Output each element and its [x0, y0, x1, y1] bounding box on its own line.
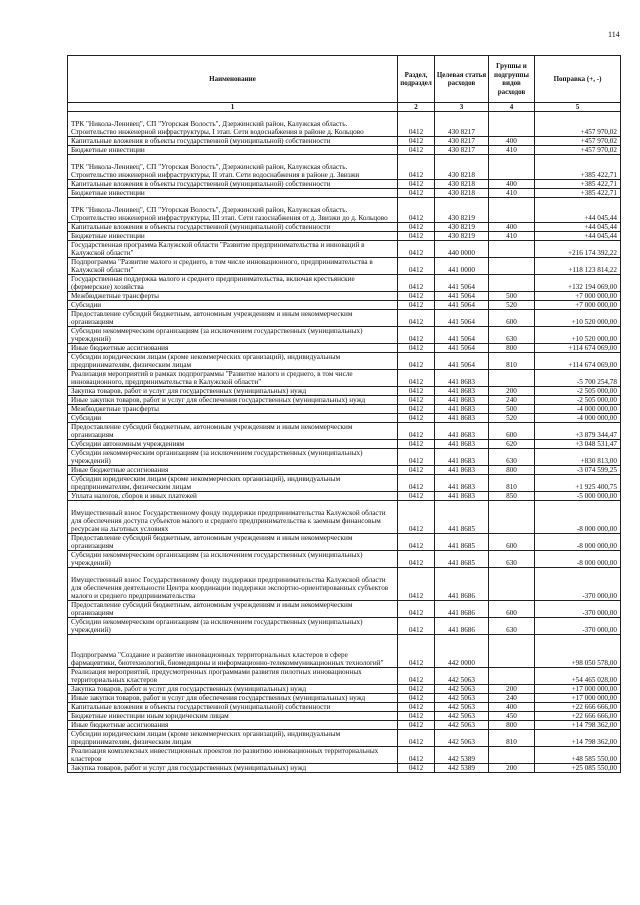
table-body	[68, 112, 621, 773]
row-section: 0412	[398, 414, 435, 423]
row-article: 442 5389	[435, 747, 489, 764]
table-row	[68, 668, 621, 685]
row-article: 441 8683	[435, 405, 489, 414]
table-row	[68, 292, 621, 301]
row-section: 0412	[398, 685, 435, 694]
row-article: 441 5064	[435, 310, 489, 327]
table-row	[68, 501, 621, 534]
row-article: 440 0000	[435, 241, 489, 258]
row-group: 400	[489, 137, 535, 146]
row-name: Капитальные вложения в объекты государственной (муниципальной) собственности	[68, 137, 398, 146]
table-row	[68, 370, 621, 387]
row-name: Подпрограмма "Развитие малого и среднего, в том числе инновационного, предпринимательства в Калужской области"	[68, 258, 398, 275]
table-row	[68, 747, 621, 764]
row-article: 430 8217	[435, 146, 489, 155]
row-section: 0412	[398, 721, 435, 730]
row-article: 442 5063	[435, 730, 489, 747]
row-name: Капитальные вложения в объекты государственной (муниципальной) собственности	[68, 223, 398, 232]
row-name: Реализация комплексных инвестиционных проектов по развитию инновационных территориальных кластеров	[68, 747, 398, 764]
table-row	[68, 440, 621, 449]
row-section: 0412	[398, 501, 435, 534]
row-name: Субсидии некоммерческим организациям (за исключением государственных (муниципальных) учреждений)	[68, 449, 398, 466]
table-row	[68, 414, 621, 423]
row-article: 430 8217	[435, 137, 489, 146]
row-article: 441 8683	[435, 440, 489, 449]
row-group: 410	[489, 232, 535, 241]
table-row	[68, 232, 621, 241]
row-article: 441 8683	[435, 370, 489, 387]
row-section: 0412	[398, 310, 435, 327]
row-group: 400	[489, 223, 535, 232]
row-section: 0412	[398, 694, 435, 703]
row-group: 410	[489, 146, 535, 155]
table-row	[68, 241, 621, 258]
header-article: Целевая статья расходов	[435, 56, 489, 103]
row-article: 441 5064	[435, 327, 489, 344]
table-row	[68, 492, 621, 501]
row-name: ТРК "Никола-Ленивец", СП "Угорская Волость", Дзержинский район, Калужская область. Строительство инженерной инфраструктуры, III этап. Сети газоснабжения от д. Звизжи до д. Кольцово	[68, 198, 398, 223]
row-amount: +114 674 069,00	[535, 353, 621, 370]
col-number: 1	[68, 103, 398, 112]
row-article: 441 8686	[435, 601, 489, 618]
row-section: 0412	[398, 405, 435, 414]
row-name: Предоставление субсидий бюджетным, автономным учреждениям и иным некоммерческим организациям	[68, 534, 398, 551]
row-group: 520	[489, 414, 535, 423]
row-amount: +114 674 069,00	[535, 344, 621, 353]
row-article: 441 5064	[435, 292, 489, 301]
table-row	[68, 275, 621, 292]
table-row	[68, 198, 621, 223]
row-amount: +385 422,71	[535, 180, 621, 189]
row-article: 441 8683	[435, 396, 489, 405]
row-article: 441 5064	[435, 301, 489, 310]
row-name: Закупка товаров, работ и услуг для государственных (муниципальных) нужд	[68, 764, 398, 773]
row-group: 810	[489, 475, 535, 492]
table-row	[68, 764, 621, 773]
row-group: 850	[489, 492, 535, 501]
row-article: 441 8683	[435, 387, 489, 396]
row-amount: +385 422,71	[535, 189, 621, 198]
row-article: 430 8219	[435, 223, 489, 232]
row-amount: +385 422,71	[535, 155, 621, 180]
row-article: 430 8218	[435, 189, 489, 198]
table-row	[68, 310, 621, 327]
row-amount: -8 000 000,00	[535, 501, 621, 534]
row-name: Капитальные вложения в объекты государственной (муниципальной) собственности	[68, 180, 398, 189]
row-section: 0412	[398, 370, 435, 387]
row-name: Реализация мероприятий в рамках подпрограммы "Развитие малого и среднего, в том числе инновационного, предпринимательства в Калужской области"	[68, 370, 398, 387]
row-section: 0412	[398, 764, 435, 773]
row-group: 630	[489, 618, 535, 635]
row-name: Подпрограмма "Создание и развитие инновационных территориальных кластеров в сфере фармацевтики, биотехнологий, биомедицины и информационно-телекоммуникационных технологий"	[68, 635, 398, 668]
table-row	[68, 344, 621, 353]
row-article: 441 8683	[435, 423, 489, 440]
row-article: 441 8683	[435, 475, 489, 492]
row-amount: -370 000,00	[535, 568, 621, 601]
row-section: 0412	[398, 568, 435, 601]
table-row	[68, 730, 621, 747]
row-name: Межбюджетные трансферты	[68, 405, 398, 414]
row-article: 430 8217	[435, 112, 489, 137]
page-number: 114	[608, 30, 620, 39]
row-amount: +3 879 344,47	[535, 423, 621, 440]
row-group	[489, 747, 535, 764]
row-group: 600	[489, 601, 535, 618]
row-name: ТРК "Никола-Ленивец", СП "Угорская Волость", Дзержинский район, Калужская область. Строительство инженерной инфраструктуры, II этап. Сети водоснабжения в районе д. Звизжи	[68, 155, 398, 180]
row-section: 0412	[398, 112, 435, 137]
row-name: Субсидии	[68, 301, 398, 310]
row-section: 0412	[398, 275, 435, 292]
table-row	[68, 466, 621, 475]
row-section: 0412	[398, 466, 435, 475]
row-section: 0412	[398, 387, 435, 396]
row-section: 0412	[398, 396, 435, 405]
row-name: Имущественный взнос Государственному фонду поддержки предпринимательства Калужской области для обеспечения деятельности Центра координации поддержки экспортно-ориентированных субъектов малого и среднего предпринимательства	[68, 568, 398, 601]
row-article: 442 5063	[435, 712, 489, 721]
row-section: 0412	[398, 301, 435, 310]
table-row	[68, 635, 621, 668]
row-section: 0412	[398, 601, 435, 618]
row-group: 630	[489, 551, 535, 568]
row-article: 441 8683	[435, 466, 489, 475]
row-section: 0412	[398, 534, 435, 551]
table-row	[68, 721, 621, 730]
row-group: 200	[489, 387, 535, 396]
row-amount: -370 000,00	[535, 601, 621, 618]
row-group: 810	[489, 730, 535, 747]
row-group: 630	[489, 449, 535, 466]
row-section: 0412	[398, 492, 435, 501]
row-amount: +7 000 000,00	[535, 292, 621, 301]
row-group	[489, 501, 535, 534]
table-row	[68, 551, 621, 568]
row-amount: +457 970,02	[535, 137, 621, 146]
row-section: 0412	[398, 703, 435, 712]
row-amount: +3 048 531,47	[535, 440, 621, 449]
table-row	[68, 601, 621, 618]
row-amount: +44 045,44	[535, 223, 621, 232]
row-group: 600	[489, 310, 535, 327]
table-row	[68, 712, 621, 721]
row-amount: +44 045,44	[535, 198, 621, 223]
row-amount: +10 520 000,00	[535, 327, 621, 344]
table-header-row	[68, 56, 621, 103]
row-name: ТРК "Никола-Ленивец", СП "Угорская Волость", Дзержинский район, Калужская область. Строительство инженерной инфраструктуры, I этап. Сети водоснабжения в районе д. Кольцово	[68, 112, 398, 137]
row-amount: +25 085 550,00	[535, 764, 621, 773]
row-section: 0412	[398, 423, 435, 440]
row-group	[489, 370, 535, 387]
row-amount: +22 666 666,00	[535, 712, 621, 721]
row-group: 620	[489, 440, 535, 449]
row-article: 441 8685	[435, 501, 489, 534]
col-number: 3	[435, 103, 489, 112]
row-section: 0412	[398, 198, 435, 223]
row-section: 0412	[398, 189, 435, 198]
row-amount: -3 074 599,25	[535, 466, 621, 475]
row-section: 0412	[398, 618, 435, 635]
row-group: 800	[489, 344, 535, 353]
row-group: 810	[489, 353, 535, 370]
row-amount: +17 000 000,00	[535, 685, 621, 694]
row-group: 600	[489, 534, 535, 551]
row-group: 450	[489, 712, 535, 721]
table-row	[68, 387, 621, 396]
row-amount: +118 123 814,22	[535, 258, 621, 275]
row-name: Государственная программа Калужской области "Развитие предпринимательства и инноваций в Калужской области"	[68, 241, 398, 258]
table-row	[68, 475, 621, 492]
row-group: 200	[489, 685, 535, 694]
row-group	[489, 568, 535, 601]
row-section: 0412	[398, 668, 435, 685]
table-row	[68, 405, 621, 414]
row-group	[489, 241, 535, 258]
row-name: Предоставление субсидий бюджетным, автономным учреждениям и иным некоммерческим организациям	[68, 601, 398, 618]
row-group	[489, 112, 535, 137]
table-row	[68, 223, 621, 232]
row-amount: +457 970,02	[535, 112, 621, 137]
row-name: Бюджетные инвестиции иным юридическим лицам	[68, 712, 398, 721]
row-article: 442 5063	[435, 694, 489, 703]
row-amount: -370 000,00	[535, 618, 621, 635]
row-amount: -5 700 254,78	[535, 370, 621, 387]
row-article: 442 5063	[435, 685, 489, 694]
row-section: 0412	[398, 449, 435, 466]
row-group: 240	[489, 694, 535, 703]
row-amount: +1 925 400,75	[535, 475, 621, 492]
row-group: 240	[489, 396, 535, 405]
column-number-row	[68, 103, 621, 112]
row-section: 0412	[398, 155, 435, 180]
row-name: Иные бюджетные ассигнования	[68, 466, 398, 475]
row-group: 500	[489, 292, 535, 301]
row-article: 441 8683	[435, 492, 489, 501]
row-section: 0412	[398, 292, 435, 301]
row-article: 441 8685	[435, 534, 489, 551]
table-row	[68, 155, 621, 180]
row-section: 0412	[398, 223, 435, 232]
row-article: 430 8219	[435, 198, 489, 223]
row-amount: -4 000 000,00	[535, 414, 621, 423]
col-number: 5	[535, 103, 621, 112]
table-row	[68, 353, 621, 370]
row-section: 0412	[398, 551, 435, 568]
table-row	[68, 534, 621, 551]
row-name: Иные бюджетные ассигнования	[68, 721, 398, 730]
row-amount: -2 505 000,00	[535, 396, 621, 405]
row-amount: +54 465 028,00	[535, 668, 621, 685]
row-amount: +17 000 000,00	[535, 694, 621, 703]
header-group: Группы и подгруппы видов расходов	[489, 56, 535, 103]
row-article: 441 5064	[435, 344, 489, 353]
row-amount: -5 000 000,00	[535, 492, 621, 501]
row-name: Субсидии автономным учреждениям	[68, 440, 398, 449]
row-amount: -8 000 000,00	[535, 534, 621, 551]
row-group: 410	[489, 189, 535, 198]
row-amount: +22 666 666,00	[535, 703, 621, 712]
row-section: 0412	[398, 344, 435, 353]
row-section: 0412	[398, 353, 435, 370]
row-name: Имущественный взнос Государственному фонду поддержки предпринимательства Калужской области для обеспечения доступа субъектов малого и среднего предпринимательства к заемным финансовым ресурсам на льготных условиях	[68, 501, 398, 534]
row-group: 600	[489, 423, 535, 440]
row-group: 800	[489, 466, 535, 475]
row-article: 430 8219	[435, 232, 489, 241]
row-article: 441 8686	[435, 568, 489, 601]
row-name: Межбюджетные трансферты	[68, 292, 398, 301]
row-name: Государственная поддержка малого и среднего предпринимательства, включая крестьянские (фермерские) хозяйства	[68, 275, 398, 292]
row-name: Предоставление субсидий бюджетным, автономным учреждениям и иным некоммерческим организациям	[68, 423, 398, 440]
table-row	[68, 396, 621, 405]
table-row	[68, 137, 621, 146]
table-row	[68, 180, 621, 189]
row-group	[489, 275, 535, 292]
row-amount: +132 194 069,00	[535, 275, 621, 292]
row-article: 441 5064	[435, 275, 489, 292]
row-section: 0412	[398, 635, 435, 668]
row-article: 442 5063	[435, 703, 489, 712]
row-name: Реализация мероприятий, предусмотренных программами развития пилотных инновационных территориальных кластеров	[68, 668, 398, 685]
table-row	[68, 146, 621, 155]
table-row	[68, 258, 621, 275]
table-row	[68, 423, 621, 440]
header-amendment: Поправка (+, -)	[535, 56, 621, 103]
row-amount: +48 585 550,00	[535, 747, 621, 764]
table-row	[68, 449, 621, 466]
row-section: 0412	[398, 232, 435, 241]
row-name: Уплата налогов, сборов и иных платежей	[68, 492, 398, 501]
row-name: Иные закупки товаров, работ и услуг для обеспечения государственных (муниципальных) нужд	[68, 396, 398, 405]
row-article: 441 0000	[435, 258, 489, 275]
table-row	[68, 685, 621, 694]
row-section: 0412	[398, 327, 435, 344]
col-number: 2	[398, 103, 435, 112]
header-section: Раздел, подраздел	[398, 56, 435, 103]
table-row	[68, 189, 621, 198]
row-article: 442 5063	[435, 721, 489, 730]
row-amount: +457 970,02	[535, 146, 621, 155]
table-row	[68, 112, 621, 137]
row-section: 0412	[398, 258, 435, 275]
table-row	[68, 301, 621, 310]
row-article: 441 8685	[435, 551, 489, 568]
row-group: 200	[489, 764, 535, 773]
row-amount: +98 050 578,00	[535, 635, 621, 668]
header-name: Наименование	[68, 56, 398, 103]
row-group: 800	[489, 721, 535, 730]
row-name: Бюджетные инвестиции	[68, 232, 398, 241]
row-group: 400	[489, 703, 535, 712]
row-article: 442 5389	[435, 764, 489, 773]
row-section: 0412	[398, 137, 435, 146]
table-row	[68, 327, 621, 344]
table-row	[68, 618, 621, 635]
row-name: Бюджетные инвестиции	[68, 146, 398, 155]
row-section: 0412	[398, 730, 435, 747]
row-amount: +14 798 362,00	[535, 721, 621, 730]
row-group: 500	[489, 405, 535, 414]
row-article: 441 5064	[435, 353, 489, 370]
row-amount: -4 000 000,00	[535, 405, 621, 414]
row-amount: +830 813,00	[535, 449, 621, 466]
row-name: Субсидии	[68, 414, 398, 423]
row-name: Субсидии некоммерческим организациям (за исключением государственных (муниципальных) учреждений)	[68, 618, 398, 635]
row-group	[489, 198, 535, 223]
row-amount: +14 798 362,00	[535, 730, 621, 747]
row-name: Субсидии некоммерческим организациям (за исключением государственных (муниципальных) учреждений)	[68, 551, 398, 568]
row-name: Субсидии юридическим лицам (кроме некоммерческих организаций), индивидуальным предпринимателям, физическим лицам	[68, 475, 398, 492]
row-amount: -2 505 000,00	[535, 387, 621, 396]
row-amount: +10 520 000,00	[535, 310, 621, 327]
table-row	[68, 694, 621, 703]
row-amount: +216 174 392,22	[535, 241, 621, 258]
row-article: 442 5063	[435, 668, 489, 685]
row-amount: -8 000 000,00	[535, 551, 621, 568]
row-name: Иные бюджетные ассигнования	[68, 344, 398, 353]
row-group	[489, 155, 535, 180]
row-name: Иные закупки товаров, работ и услуг для обеспечения государственных (муниципальных) нужд	[68, 694, 398, 703]
row-name: Закупка товаров, работ и услуг для государственных (муниципальных) нужд	[68, 387, 398, 396]
row-article: 430 8218	[435, 155, 489, 180]
row-name: Субсидии некоммерческим организациям (за исключением государственных (муниципальных) учреждений)	[68, 327, 398, 344]
row-name: Закупка товаров, работ и услуг для государственных (муниципальных) нужд	[68, 685, 398, 694]
row-group: 520	[489, 301, 535, 310]
row-name: Субсидии юридическим лицам (кроме некоммерческих организаций), индивидуальным предпринимателям, физическим лицам	[68, 353, 398, 370]
row-name: Предоставление субсидий бюджетным, автономным учреждениям и иным некоммерческим организациям	[68, 310, 398, 327]
row-group: 630	[489, 327, 535, 344]
row-article: 430 8218	[435, 180, 489, 189]
col-number: 4	[489, 103, 535, 112]
row-section: 0412	[398, 241, 435, 258]
row-name: Бюджетные инвестиции	[68, 189, 398, 198]
row-section: 0412	[398, 747, 435, 764]
row-section: 0412	[398, 440, 435, 449]
row-group	[489, 668, 535, 685]
row-amount: +44 045,44	[535, 232, 621, 241]
table-row	[68, 703, 621, 712]
row-name: Капитальные вложения в объекты государственной (муниципальной) собственности	[68, 703, 398, 712]
row-group	[489, 635, 535, 668]
row-article: 441 8683	[435, 449, 489, 466]
row-article: 441 8683	[435, 414, 489, 423]
table-row	[68, 568, 621, 601]
budget-amendments-table	[67, 55, 621, 773]
row-section: 0412	[398, 712, 435, 721]
row-name: Субсидии юридическим лицам (кроме некоммерческих организаций), индивидуальным предпринимателям, физическим лицам	[68, 730, 398, 747]
row-group: 400	[489, 180, 535, 189]
row-article: 441 8686	[435, 618, 489, 635]
row-section: 0412	[398, 475, 435, 492]
row-section: 0412	[398, 180, 435, 189]
row-article: 442 0000	[435, 635, 489, 668]
row-amount: +7 000 000,00	[535, 301, 621, 310]
row-group	[489, 258, 535, 275]
row-section: 0412	[398, 146, 435, 155]
